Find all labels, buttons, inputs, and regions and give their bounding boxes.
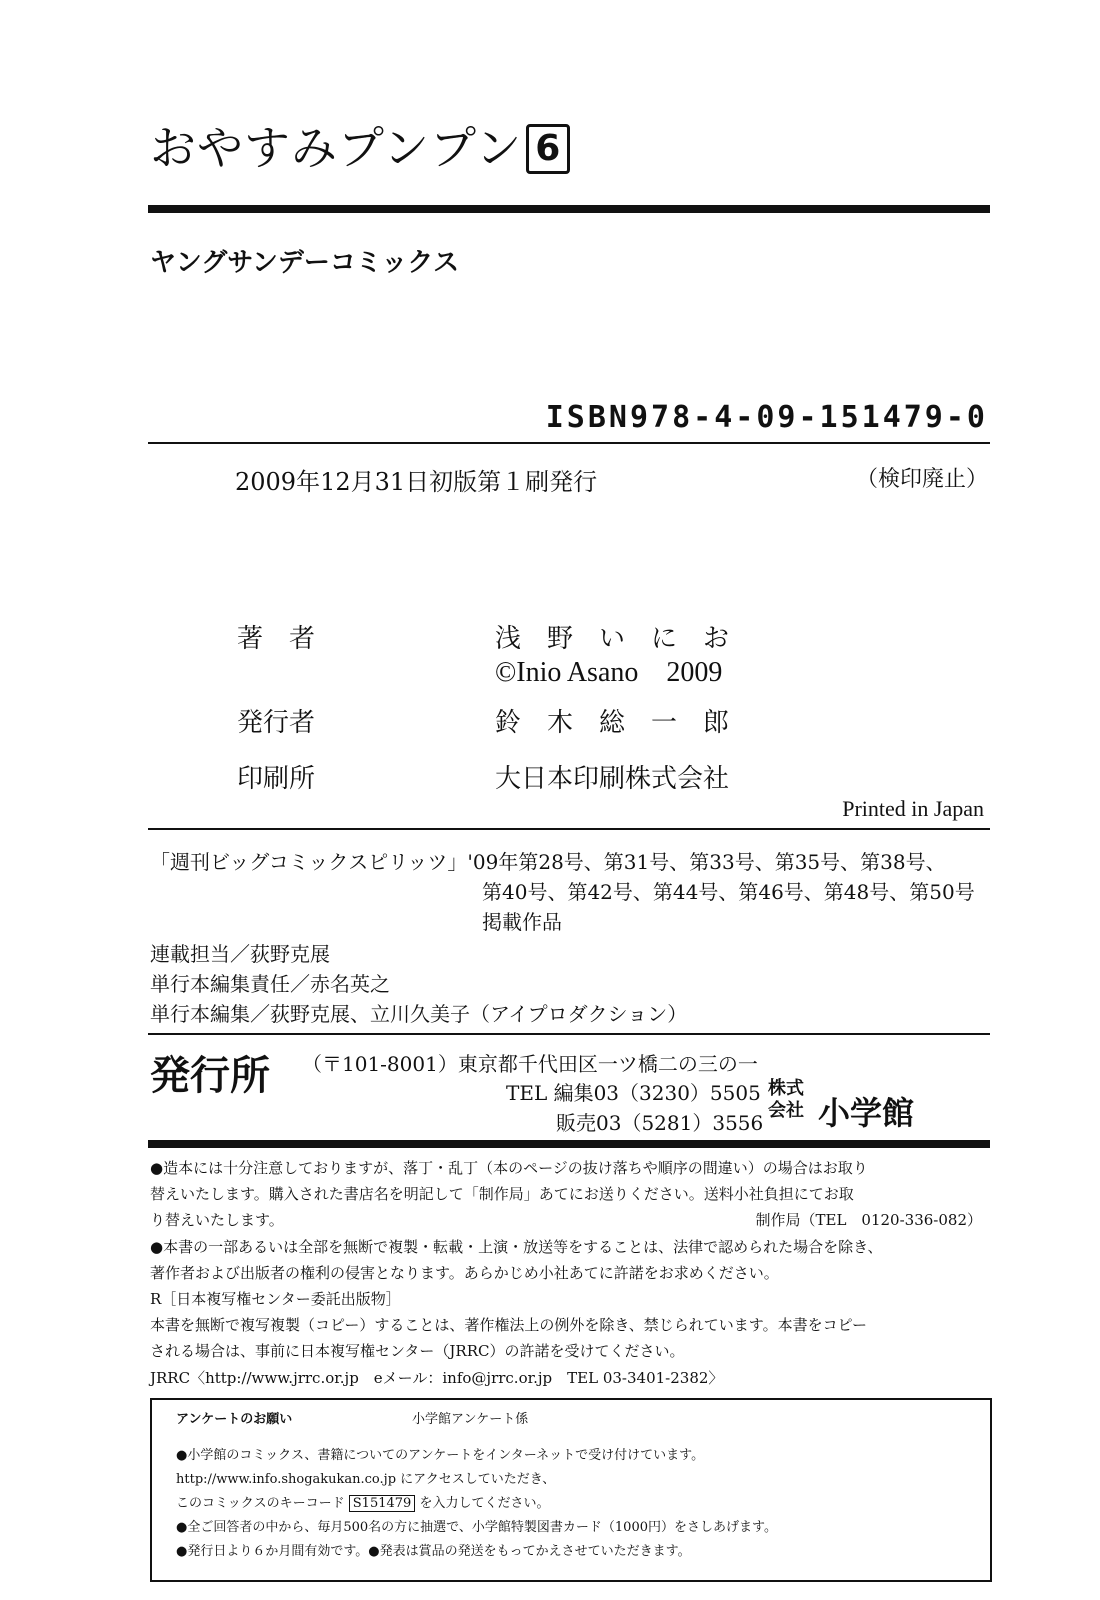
notice-line: される場合は、事前に日本複写権センター（JRRC）の許諾を受けてください。 xyxy=(150,1342,685,1360)
author-key: 著 者 xyxy=(237,624,316,654)
staff-rule xyxy=(148,1033,990,1035)
serialization-line-3: 掲載作品 xyxy=(482,910,562,934)
staff-line-3: 単行本編集／荻野克展、立川久美子（アイプロダクション） xyxy=(150,1002,688,1026)
printer-key: 印刷所 xyxy=(237,764,316,794)
survey-line: ●発行日より６か月間有効です。●発表は賞品の発送をもってかえさせていただきます。 xyxy=(176,1544,691,1559)
printer-name: 大日本印刷株式会社 xyxy=(495,764,730,794)
kabushiki-gaisha: 株式 会社 xyxy=(768,1078,804,1121)
publisher-person: 鈴 木 総 一 郎 xyxy=(495,708,730,738)
survey-keycode-prefix: このコミックスのキーコード xyxy=(176,1496,345,1511)
publisher-name: 小学館 xyxy=(818,1094,915,1132)
survey-keycode-suffix: を入力してください。 xyxy=(419,1496,550,1511)
publication-date: 2009年12月31日初版第１刷発行 xyxy=(235,468,598,496)
survey-line: ●全ご回答者の中から、毎月500名の方に抽選で、小学館特製図書カード（1000円）をさしあげます。 xyxy=(176,1520,777,1535)
notice-line: ●本書の一部あるいは全部を無断で複製・転載・上演・放送等をすることは、法律で認められた場合を除き、 xyxy=(150,1238,883,1256)
title-rule xyxy=(148,205,990,213)
survey-keycode-line xyxy=(176,1492,549,1511)
survey-box xyxy=(150,1398,992,1582)
jrrc-heading: R［日本複写権センター委託出版物］ xyxy=(150,1290,401,1308)
isbn: ISBN978-4-09-151479-0 xyxy=(545,400,988,435)
no-seal-note: （検印廃止） xyxy=(855,467,988,492)
volume-badge: 6 xyxy=(526,124,570,174)
staff-line-2: 単行本編集責任／赤名英之 xyxy=(150,972,390,996)
imprint-label: ヤングサンデーコミックス xyxy=(150,248,460,278)
book-title xyxy=(150,112,570,178)
survey-dept: 小学館アンケート係 xyxy=(412,1412,529,1427)
isbn-rule xyxy=(148,442,990,444)
printed-in-japan: Printed in Japan xyxy=(842,796,984,821)
credits-rule xyxy=(148,828,990,830)
tel-sales: 販売03（5281）3556 xyxy=(556,1111,764,1135)
notice-line: 本書を無断で複写複製（コピー）することは、著作権法上の例外を除き、禁じられています。本書をコピー xyxy=(150,1316,868,1334)
serialization-line-2: 第40号、第42号、第44号、第46号、第48号、第50号 xyxy=(482,880,975,904)
staff-line-1: 連載担当／荻野克展 xyxy=(150,942,330,966)
survey-title: アンケートのお願い xyxy=(176,1412,293,1427)
notice-line: 替えいたします。購入された書店名を明記して「制作局」あてにお送りください。送料小社負担にてお取 xyxy=(150,1185,854,1203)
notice-line: り替えいたします。 xyxy=(150,1211,284,1229)
author-name: 浅 野 い に お xyxy=(495,624,730,654)
notice-line: ●造本には十分注意しておりますが、落丁・乱丁（本のページの抜け落ちや順序の間違い）の場合はお取り xyxy=(150,1159,868,1177)
keycode-box: S151479 xyxy=(349,1495,416,1512)
title-text: おやすみプンプン xyxy=(150,121,523,175)
notice-line: 著作者および出版者の権利の侵害となります。あらかじめ小社あてに許諾をお求めください。 xyxy=(150,1264,779,1282)
copyright-line: ©Inio Asano 2009 xyxy=(495,657,723,688)
tel-editorial: TEL 編集03（3230）5505 xyxy=(506,1081,761,1105)
publisher-address: （〒101-8001）東京都千代田区一ツ橋二の三の一 xyxy=(302,1052,758,1076)
publisher-heading: 発行所 xyxy=(150,1052,270,1099)
survey-url: http://www.info.shogakukan.co.jp にアクセスしていただき、 xyxy=(176,1472,556,1487)
production-tel: 制作局（TEL 0120-336-082） xyxy=(755,1211,982,1229)
publisher-rule xyxy=(148,1140,990,1148)
serialization-line-1: 「週刊ビッグコミックスピリッツ」'09年第28号、第31号、第33号、第35号、第38号、 xyxy=(150,850,946,874)
jrrc-contact: JRRC〈http://www.jrrc.or.jp eメール：info@jrrc.or.jp TEL 03-3401-2382〉 xyxy=(150,1369,724,1387)
survey-line: ●小学館のコミックス、書籍についてのアンケートをインターネットで受け付けています。 xyxy=(176,1448,705,1463)
publisher-key: 発行者 xyxy=(237,708,316,738)
